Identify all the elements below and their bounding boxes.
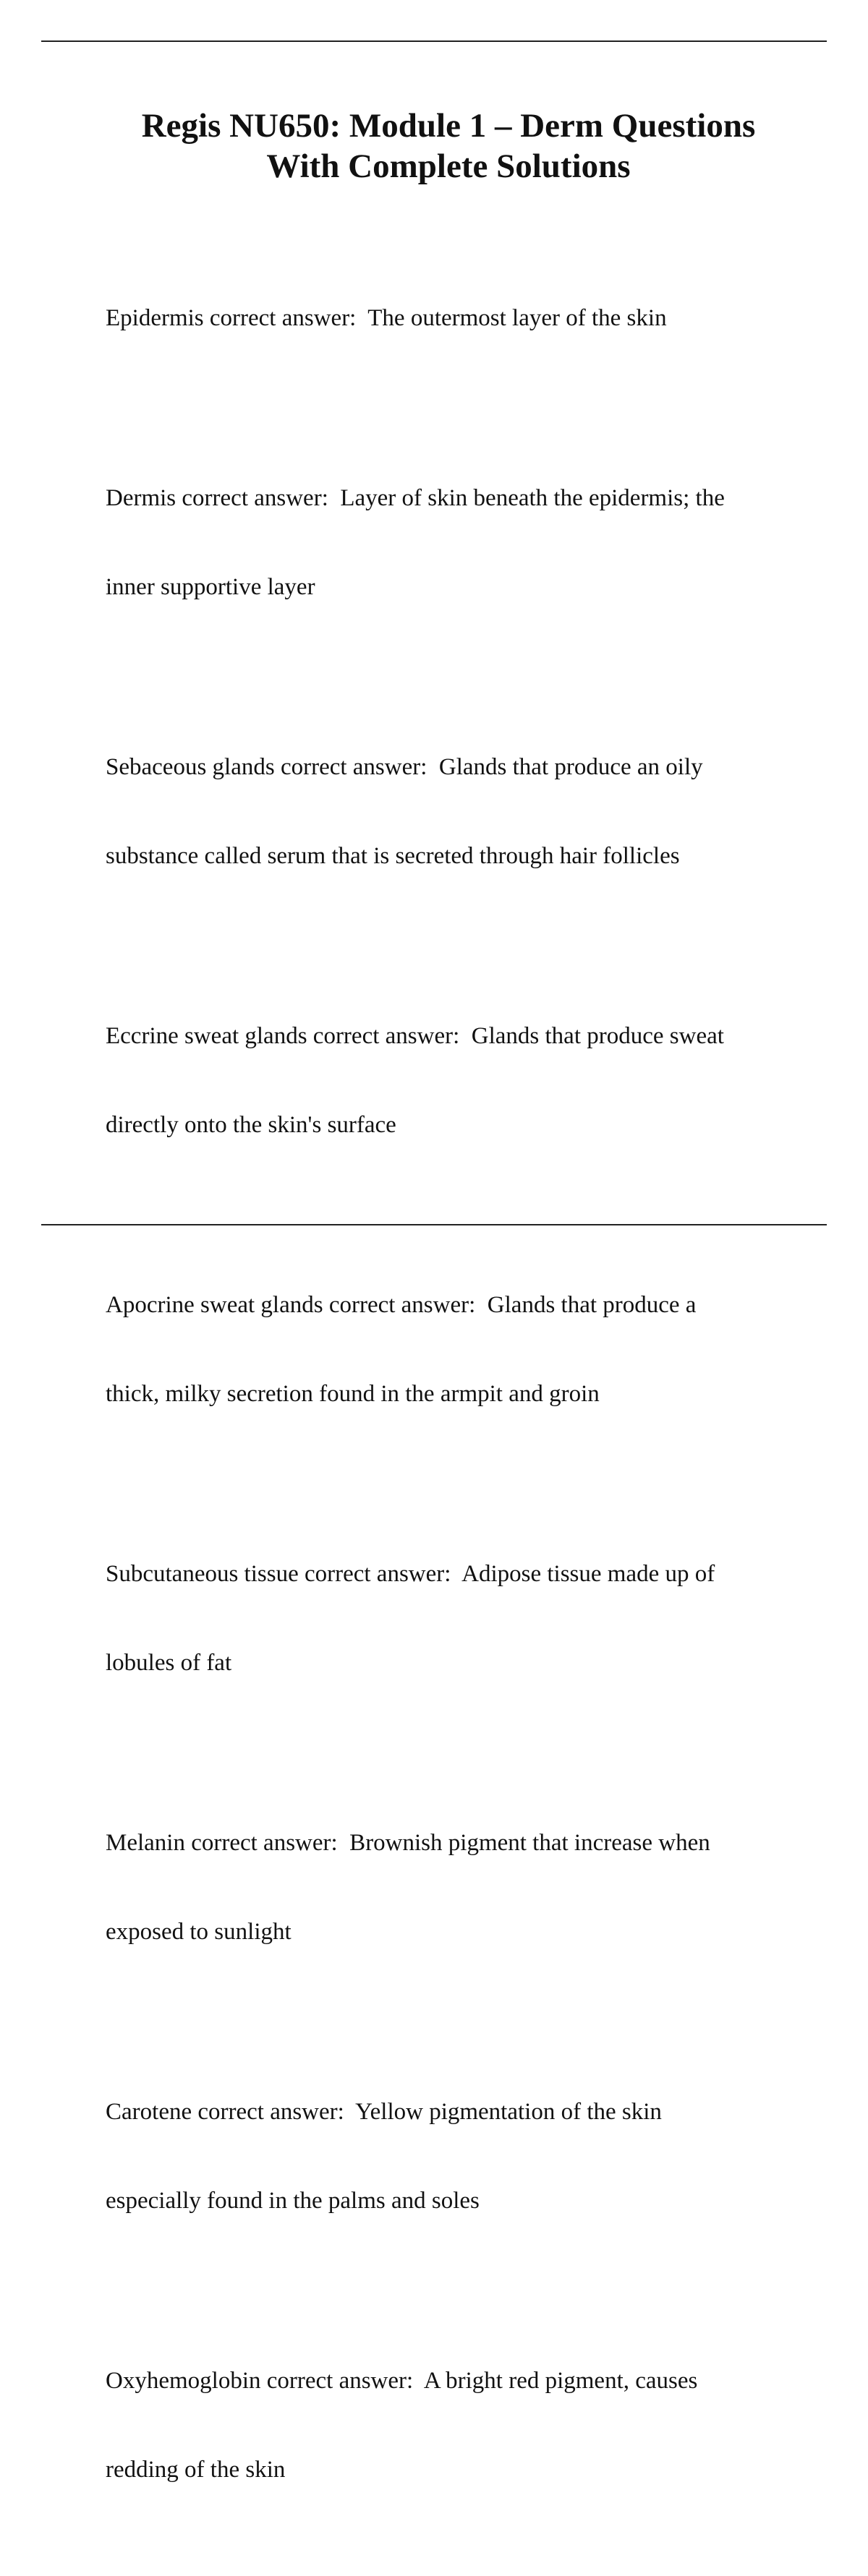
qa-entry-epidermis [106, 244, 793, 393]
qa-entry-oxyhemoglobin [106, 2307, 793, 2544]
qa-entry-text: Apocrine sweat glands correct answer: Glands that produce a [106, 1292, 697, 1318]
qa-entry-text: thick, milky secretion found in the armpit and groin [106, 1381, 600, 1407]
title-line-2: With Complete Solutions [266, 147, 631, 185]
qa-entry-text: substance called serum that is secreted through hair follicles [106, 843, 680, 869]
qa-entry-sebaceous-glands [106, 693, 793, 930]
qa-entry-text: especially found in the palms and soles [106, 2188, 480, 2214]
qa-entry-melanin [106, 1769, 793, 2006]
qa-entry-subcutaneous-tissue [106, 1500, 793, 1737]
top-rule [41, 40, 827, 42]
qa-entry-text: lobules of fat [106, 1650, 232, 1676]
qa-entry-text: Epidermis correct answer: The outermost layer of the skin [106, 305, 667, 331]
qa-entry-text: Dermis correct answer: Layer of skin beneath the epidermis; the [106, 485, 725, 511]
bottom-rule [41, 1224, 827, 1225]
qa-entry-text: Oxyhemoglobin correct answer: A bright red pigment, causes [106, 2368, 698, 2394]
qa-entry-text: redding of the skin [106, 2457, 286, 2483]
qa-entry-text: Carotene correct answer: Yellow pigmentation of the skin [106, 2099, 662, 2125]
qa-list [106, 244, 793, 2576]
qa-entry-text: directly onto the skin's surface [106, 1112, 396, 1138]
qa-entry-text: inner supportive layer [106, 574, 315, 600]
qa-entry-text: Subcutaneous tissue correct answer: Adipose tissue made up of [106, 1561, 715, 1587]
title-line-1: Regis NU650: Module 1 – Derm Questions [141, 107, 756, 145]
qa-entry-text: Eccrine sweat glands correct answer: Glands that produce sweat [106, 1023, 724, 1049]
qa-entry-carotene [106, 2038, 793, 2275]
qa-entry-text: exposed to sunlight [106, 1919, 292, 1945]
qa-entry-eccrine-sweat-glands [106, 962, 793, 1199]
qa-entry-text: Sebaceous glands correct answer: Glands that produce an oily [106, 754, 703, 780]
qa-entry-apocrine-sweat-glands [106, 1231, 793, 1468]
qa-entry-text: Melanin correct answer: Brownish pigment that increase when [106, 1830, 710, 1856]
document-title [72, 106, 825, 187]
qa-entry-dermis [106, 424, 793, 662]
